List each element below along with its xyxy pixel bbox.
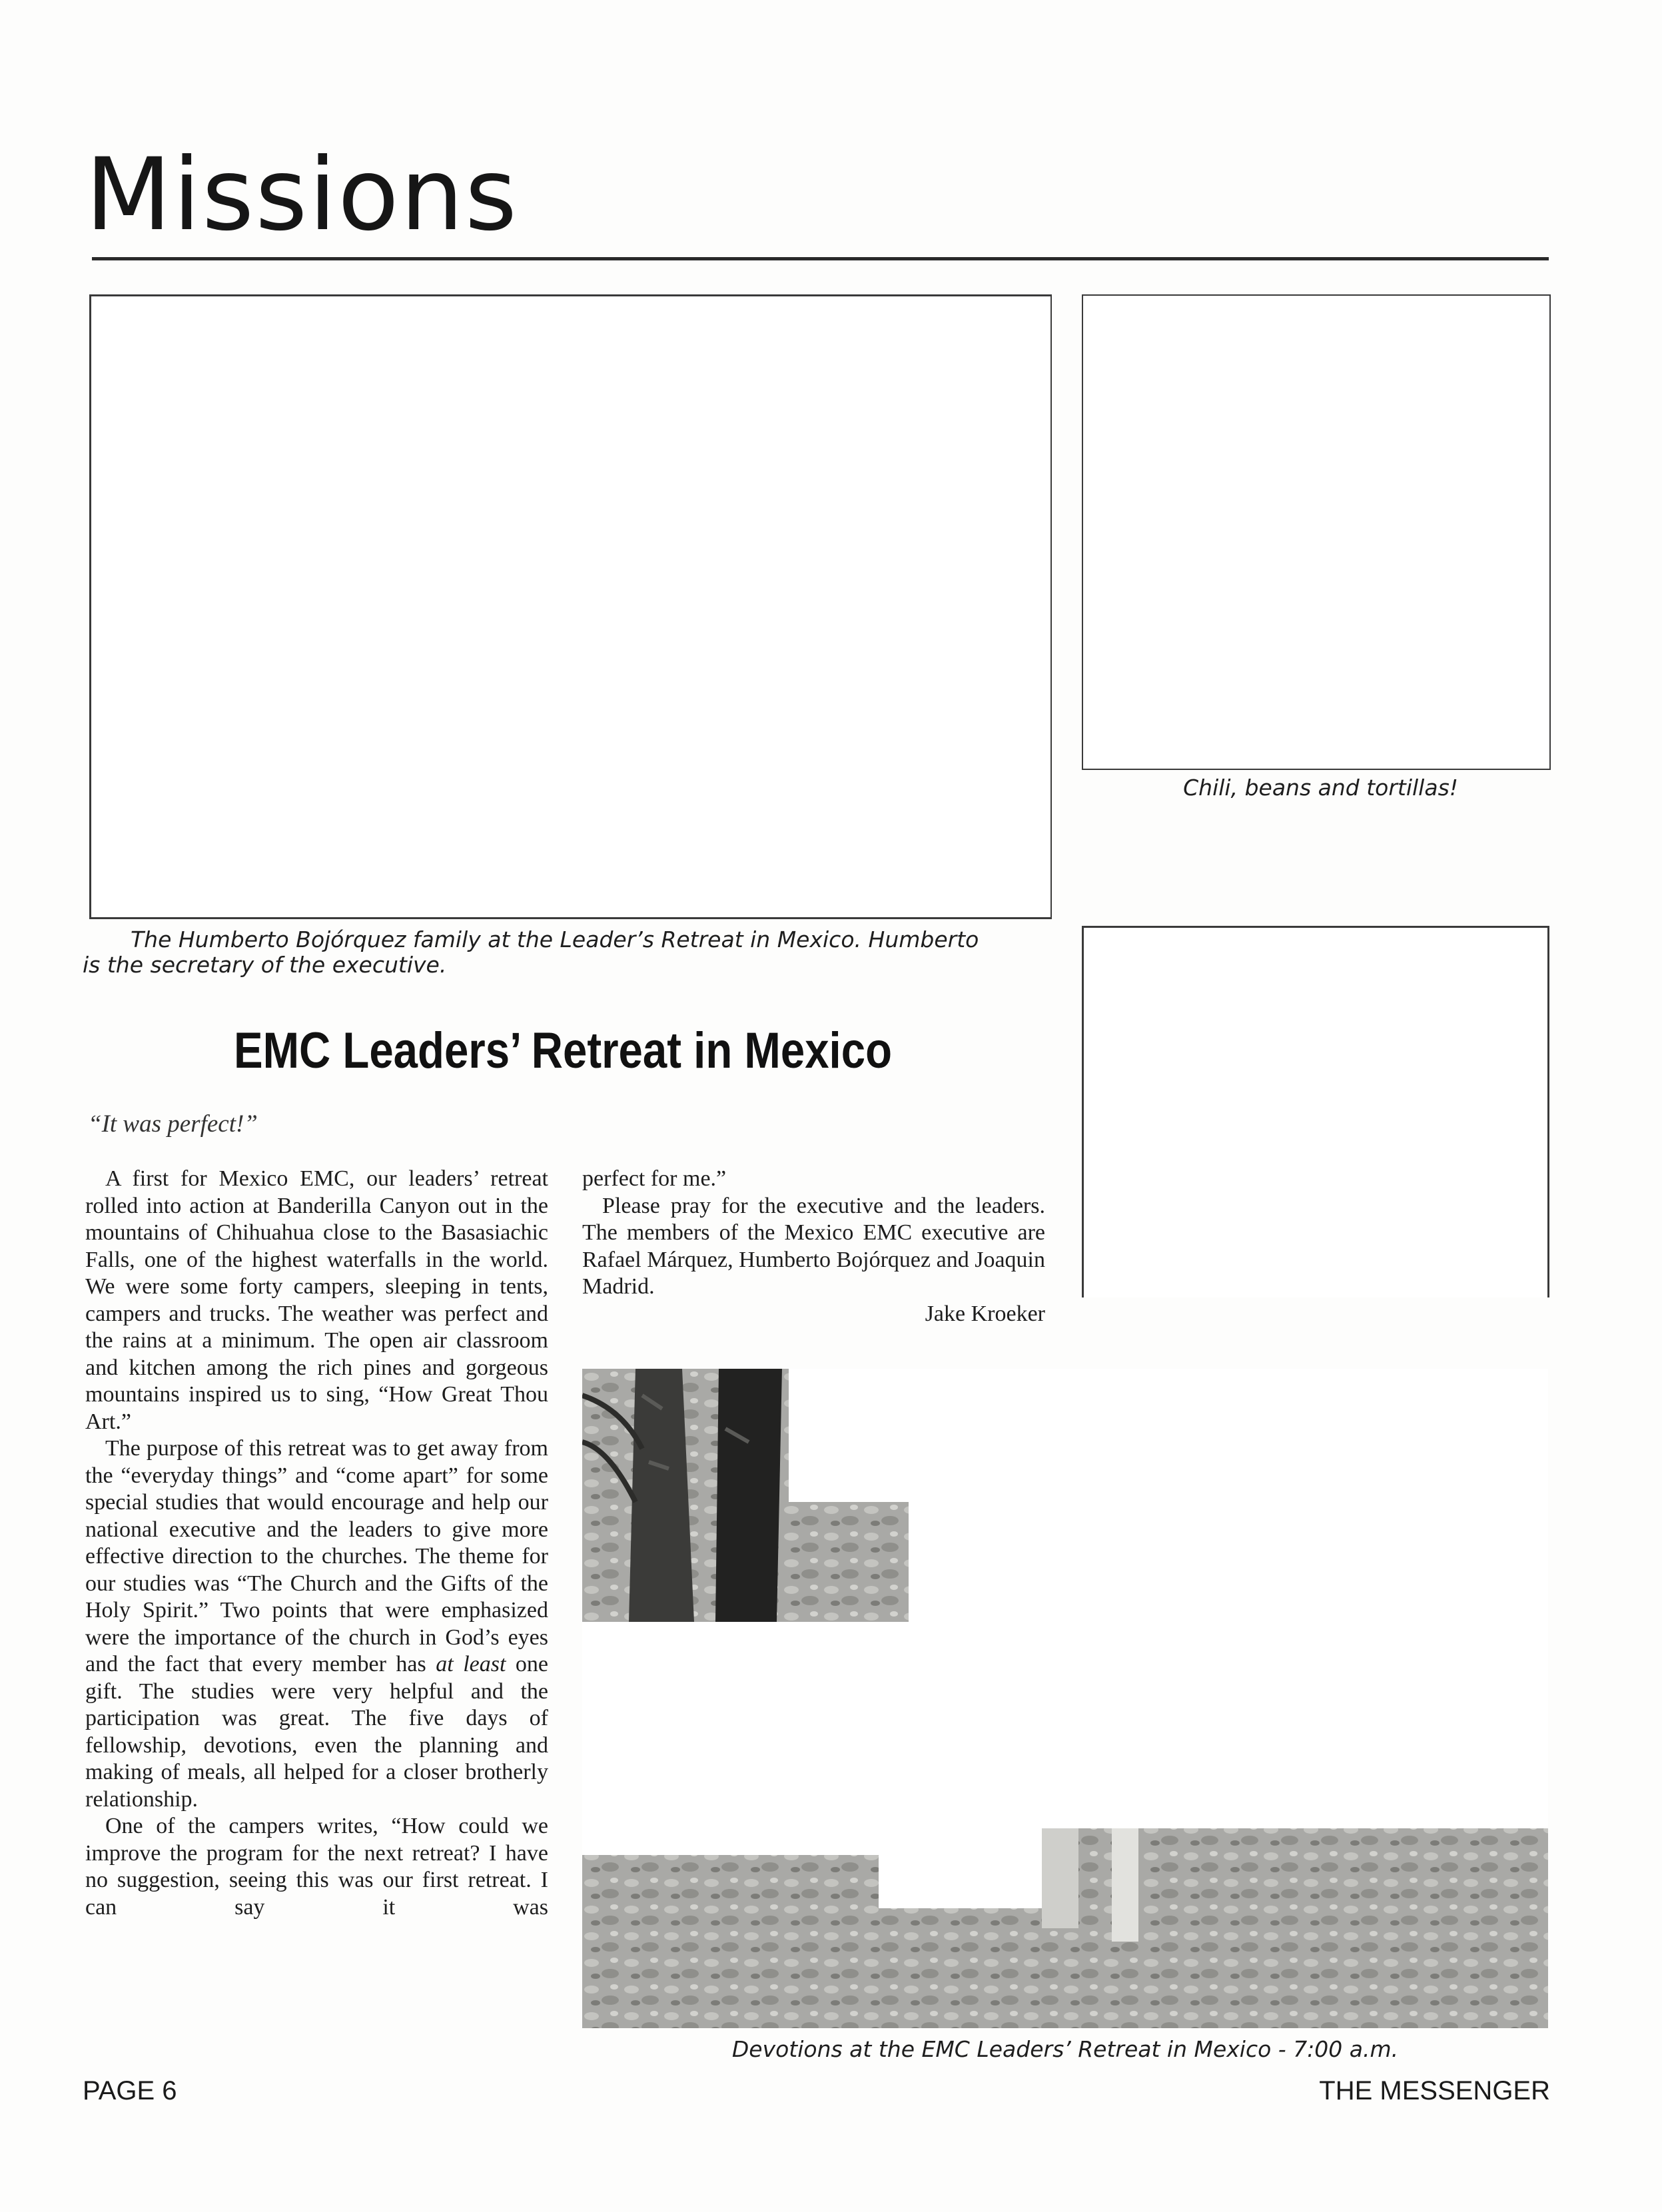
- publication-name: THE MESSENGER: [1319, 2076, 1550, 2105]
- paragraph-3: One of the campers writes, “How could we improve the program for the next retreat? I have no suggestion, seeing this was our first retreat. I can say it was: [85, 1814, 548, 1920]
- article-column-2: [582, 1166, 1045, 1327]
- author-signature: Jake Kroeker: [925, 1301, 1045, 1326]
- article-headline: EMC Leaders’ Retreat in Mexico: [233, 1022, 893, 1079]
- devotions-photo: [582, 1369, 1548, 2028]
- family-photo: [89, 294, 1052, 919]
- family-photo-caption: [83, 927, 1062, 978]
- article-column-1: [85, 1166, 548, 1921]
- paragraph-1: A first for Mexico EMC, our leaders’ retreat rolled into action at Banderilla Canyon out in the mountains of Chihuahua close to the Basasiachic Falls, one of the highest waterfalls in the world. We were some forty campers, sleeping in tents, campers and trucks. The weather was perfect and the rains at a minimum. The open air classroom and kitchen among the rich pines and gorgeous mountains inspired us to sing, “How Great Thou Art.”: [85, 1166, 548, 1434]
- right-photo: [1082, 926, 1549, 1297]
- article-subhead: “It was perfect!”: [88, 1110, 258, 1138]
- section-title: Missions: [85, 137, 519, 253]
- paragraph-2-part-a: The purpose of this retreat was to get away from the “everyday things” and “come apart” for some special studies that would encourage and help our national executive and the leaders to give more effective direction to the churches. The theme for our studies was “The Church and the Gifts of the Holy Spirit.” Two points that were emphasized were the importance of the church in God’s eyes and the fact that every member has: [85, 1436, 548, 1676]
- paragraph-2-part-b: one gift. The studies were very helpful and the participation was great. The five days of fellowship, devotions, even the planning and making of meals, all helped for a closer brotherly relationship.: [85, 1652, 548, 1812]
- paragraph-2-emphasis: at least: [436, 1652, 506, 1676]
- devotions-photo-caption: Devotions at the EMC Leaders’ Retreat in Mexico - 7:00 a.m.: [731, 2036, 1399, 2062]
- header-rule: [92, 257, 1549, 260]
- devotions-photo-image: [582, 1369, 1548, 2028]
- family-caption-line-2: is the secretary of the executive.: [83, 952, 447, 978]
- page-number: PAGE 6: [83, 2076, 177, 2105]
- chili-photo-caption: Chili, beans and tortillas!: [1183, 775, 1458, 801]
- paragraph-3-continued: perfect for me.”: [582, 1166, 727, 1191]
- paragraph-4: Please pray for the executive and the leaders. The members of the Mexico EMC executive are Rafael Márquez, Humberto Bojórquez and Joaquin Madrid.: [582, 1193, 1045, 1299]
- paragraph-2: [85, 1435, 548, 1813]
- chili-photo: [1082, 294, 1551, 770]
- family-caption-line-1: The Humberto Bojórquez family at the Leader’s Retreat in Mexico. Humberto: [131, 926, 979, 952]
